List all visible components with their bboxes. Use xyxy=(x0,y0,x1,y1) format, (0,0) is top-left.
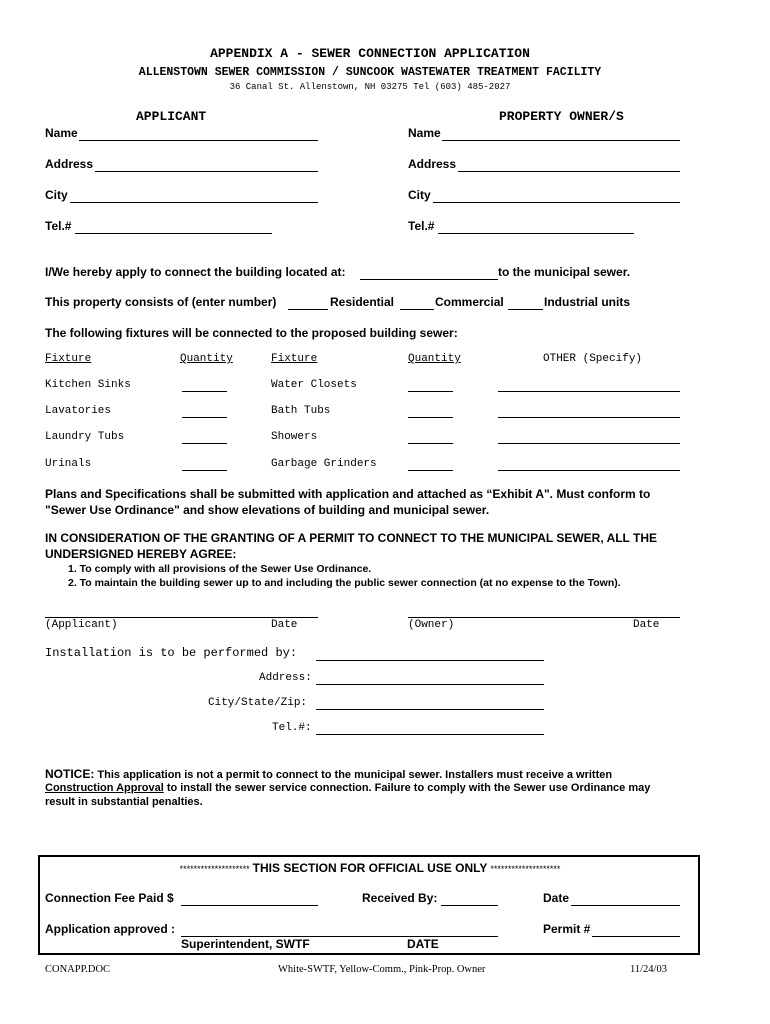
fixture-header: Fixture xyxy=(45,353,92,365)
quantity-field[interactable] xyxy=(182,391,227,392)
residential-label: Residential xyxy=(330,295,395,309)
notice-text-2: to install the sewer service connection. Failure to comply with the Sewer use Ordinance may xyxy=(166,782,651,794)
footer-copies: White-SWTF, Yellow-Comm., Pink-Prop. Owner xyxy=(278,964,486,975)
official-heading-row xyxy=(0,861,740,876)
applicant-address-label: Address xyxy=(45,157,94,171)
page-title: APPENDIX A - SEWER CONNECTION APPLICATION xyxy=(210,46,530,61)
quantity-header: Quantity xyxy=(408,353,461,365)
fixture-header: Fixture xyxy=(271,353,318,365)
construction-approval: Construction Approval xyxy=(45,782,164,794)
owner-tel-label: Tel.# xyxy=(408,219,435,233)
notice-line2 xyxy=(45,782,650,794)
connection-fee-field[interactable] xyxy=(181,905,318,906)
commercial-label: Commercial xyxy=(435,295,504,309)
installer-tel-field[interactable] xyxy=(316,734,544,735)
owner-city-label: City xyxy=(408,188,431,202)
owner-address-label: Address xyxy=(408,157,457,171)
owner-city-field[interactable] xyxy=(433,202,680,203)
official-heading: THIS SECTION FOR OFFICIAL USE ONLY xyxy=(252,861,488,875)
owner-heading: PROPERTY OWNER/S xyxy=(499,109,624,124)
permit-number-field[interactable] xyxy=(592,936,680,937)
official-date-label: Date xyxy=(543,891,570,905)
fixture-label: Kitchen Sinks xyxy=(45,379,131,391)
owner-tel-field[interactable] xyxy=(438,233,634,234)
building-location-field[interactable] xyxy=(360,279,498,280)
applicant-address-field[interactable] xyxy=(95,171,318,172)
industrial-count-field[interactable] xyxy=(508,309,543,310)
applicant-city-label: City xyxy=(45,188,68,202)
footer-date: 11/24/03 xyxy=(630,964,667,975)
fixture-label: Showers xyxy=(271,431,318,443)
residential-count-field[interactable] xyxy=(288,309,328,310)
installer-city-field[interactable] xyxy=(316,709,544,710)
fixture-label: Lavatories xyxy=(45,405,112,417)
quantity-field[interactable] xyxy=(408,470,453,471)
applicant-city-field[interactable] xyxy=(70,202,318,203)
applicant-tel-label: Tel.# xyxy=(45,219,72,233)
applicant-tel-field[interactable] xyxy=(75,233,272,234)
property-text: This property consists of (enter number) xyxy=(45,295,277,309)
applicant-date-label: Date xyxy=(271,619,298,631)
owner-address-field[interactable] xyxy=(458,171,680,172)
quantity-header: Quantity xyxy=(180,353,233,365)
installer-address-field[interactable] xyxy=(316,684,544,685)
fixture-label: Urinals xyxy=(45,458,92,470)
organization-name: ALLENSTOWN SEWER COMMISSION / SUNCOOK WASTEWATER TREATMENT FACILITY xyxy=(138,66,602,79)
installation-label: Installation is to be performed by: xyxy=(45,646,298,660)
organization-address: 36 Canal St. Allenstown, NH 03275 Tel (603) 485-2027 xyxy=(229,82,511,92)
installer-city-label: City/State/Zip: xyxy=(208,697,308,709)
received-by-label: Received By: xyxy=(362,891,438,905)
notice-line3: result in substantial penalties. xyxy=(45,796,203,808)
applicant-signature-label: (Applicant) xyxy=(45,619,118,631)
fixture-label: Bath Tubs xyxy=(271,405,331,417)
applicant-signature-field[interactable] xyxy=(45,617,318,618)
owner-signature-field[interactable] xyxy=(408,617,680,618)
quantity-field[interactable] xyxy=(182,417,227,418)
notice-text: This application is not a permit to connect to the municipal sewer. Installers must receive a written xyxy=(97,769,613,781)
connection-fee-label: Connection Fee Paid $ xyxy=(45,891,174,905)
installer-name-field[interactable] xyxy=(316,660,544,661)
quantity-field[interactable] xyxy=(182,443,227,444)
industrial-label: Industrial units xyxy=(544,295,631,309)
apply-text: I/We hereby apply to connect the building located at: xyxy=(45,265,346,279)
notice-line1 xyxy=(45,767,612,781)
owner-date-label: Date xyxy=(633,619,660,631)
footer-filename: CONAPP.DOC xyxy=(45,964,111,975)
plans-text-line1: Plans and Specifications shall be submitted with application and attached as “Exhibit A". Must conform to xyxy=(45,487,651,501)
other-specify-field[interactable] xyxy=(498,443,680,444)
consideration-line2: UNDERSIGNED HEREBY AGREE: xyxy=(45,547,237,561)
fixture-label: Laundry Tubs xyxy=(45,431,125,443)
stars: ******************** xyxy=(179,864,250,874)
approval-date-label: DATE xyxy=(407,937,439,951)
apply-text-end: to the municipal sewer. xyxy=(498,265,631,279)
application-approved-label: Application approved : xyxy=(45,922,176,936)
commercial-count-field[interactable] xyxy=(400,309,434,310)
fixture-label: Garbage Grinders xyxy=(271,458,377,470)
owner-signature-label: (Owner) xyxy=(408,619,455,631)
quantity-field[interactable] xyxy=(408,417,453,418)
agreement-item-1: 1. To comply with all provisions of the Sewer Use Ordinance. xyxy=(68,563,372,575)
fixtures-intro: The following fixtures will be connected to the proposed building sewer: xyxy=(45,326,458,340)
applicant-name-label: Name xyxy=(45,126,78,140)
installer-address-label: Address: xyxy=(259,672,312,684)
installer-tel-label: Tel.#: xyxy=(272,722,312,734)
quantity-field[interactable] xyxy=(408,443,453,444)
applicant-name-field[interactable] xyxy=(79,140,318,141)
fixture-label: Water Closets xyxy=(271,379,357,391)
stars: ******************** xyxy=(490,864,561,874)
other-header: OTHER (Specify) xyxy=(543,353,643,365)
plans-text-line2: "Sewer Use Ordinance" and show elevations of building and municipal sewer. xyxy=(45,503,490,517)
agreement-item-2: 2. To maintain the building sewer up to and including the public sewer connection (at no expense to the Town). xyxy=(68,577,621,589)
received-by-field[interactable] xyxy=(441,905,498,906)
notice-label: NOTICE: xyxy=(45,767,95,781)
official-date-field[interactable] xyxy=(571,905,680,906)
other-specify-field[interactable] xyxy=(498,391,680,392)
superintendent-label: Superintendent, SWTF xyxy=(181,937,310,951)
owner-name-field[interactable] xyxy=(442,140,680,141)
quantity-field[interactable] xyxy=(182,470,227,471)
other-specify-field[interactable] xyxy=(498,470,680,471)
other-specify-field[interactable] xyxy=(498,417,680,418)
owner-name-label: Name xyxy=(408,126,441,140)
applicant-heading: APPLICANT xyxy=(136,109,207,124)
quantity-field[interactable] xyxy=(408,391,453,392)
consideration-line1: IN CONSIDERATION OF THE GRANTING OF A PERMIT TO CONNECT TO THE MUNICIPAL SEWER, ALL THE xyxy=(45,531,658,545)
permit-number-label: Permit # xyxy=(543,922,591,936)
